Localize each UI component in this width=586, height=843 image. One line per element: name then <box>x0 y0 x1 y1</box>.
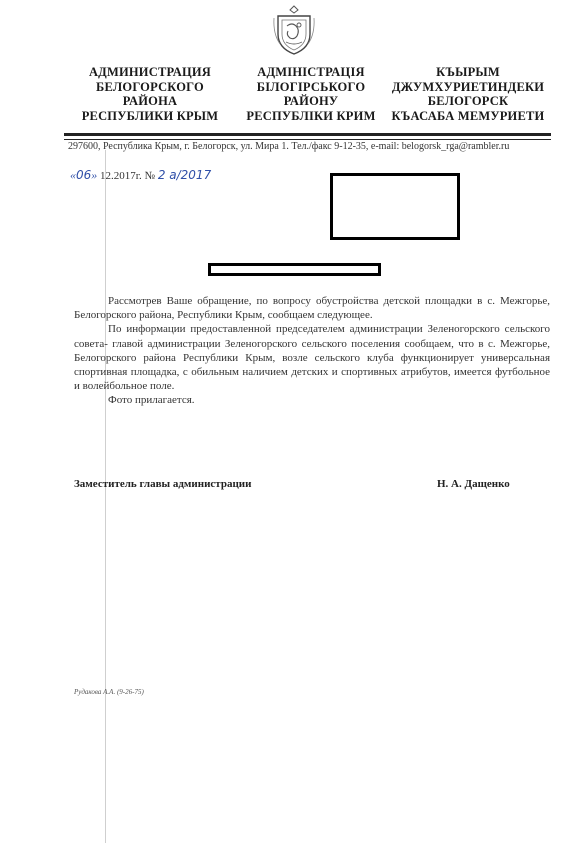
header-ukrainian <box>236 65 386 123</box>
header-ua-line: БІЛОГІРСЬКОГО <box>256 79 366 94</box>
signatory-name: Н. А. Дащенко <box>437 478 510 490</box>
header-ru-line: АДМИНИСТРАЦИЯ <box>88 65 212 79</box>
executor-footer: Рудакова А.А. (9-26-75) <box>74 688 144 696</box>
header-ru-line: РАЙОНА <box>122 94 178 108</box>
header-divider-thin <box>64 139 551 140</box>
letter-body <box>74 294 550 408</box>
header-crh-line: КЪАСАБА МЕМУРИЕТИ <box>391 108 545 123</box>
body-paragraph: Фото прилагается. <box>108 394 195 407</box>
redacted-recipient-block <box>330 173 460 240</box>
header-ua-line: РЕСПУБЛІКИ КРИМ <box>246 108 376 123</box>
date-close-quote: » <box>91 168 98 182</box>
header-crh-line: БЕЛОГОРСК <box>427 94 509 108</box>
header-crh-line: КЪЫРЫМ <box>436 65 500 79</box>
body-paragraph: По информации предоставленной председателем администрации Зеленогорского сельского совета- главой администрации Зеленогорского сельского поселения сообщаем, что в с. Межгорье, Белогорского района Республики Крым, возле сельского клуба функционирует универсальная спортивная площадка, с обильным наличием детских и спортивных атрибутов, имеется футбольное и волейбольное поле. <box>74 323 550 393</box>
address-line: 297600, Республика Крым, г. Белогорск, ул. Мира 1. Тел./факс 9-12-35, e-mail: belogorsk_rga@rambler.ru <box>68 141 510 152</box>
redacted-salutation <box>208 263 381 276</box>
date-month: 12 <box>100 170 112 182</box>
header-divider-thick <box>64 133 551 136</box>
header-ru-line: РЕСПУБЛИКИ КРЫМ <box>81 108 219 123</box>
document-number: 2 а/2017 <box>157 168 212 182</box>
date-day: 06 <box>76 168 92 182</box>
header-ua-line: РАЙОНУ <box>283 94 339 108</box>
scan-fold-line <box>105 150 106 843</box>
coat-of-arms-icon <box>272 4 316 56</box>
date-number-line <box>70 168 211 183</box>
header-ru-line: БЕЛОГОРСКОГО <box>96 79 204 94</box>
date-year-text: .2017г. № <box>111 170 156 182</box>
header-crh-line: ДЖУМХУРИЕТИНДЕКИ <box>391 79 545 94</box>
body-paragraph: Рассмотрев Ваше обращение, по вопросу обустройства детской площадки в с. Межгорье, Белогорского района, Республики Крым, сообщаем следующее. <box>74 295 550 322</box>
header-crimean-tatar <box>388 65 548 123</box>
signatory-position: Заместитель главы администрации <box>74 478 252 490</box>
header-ua-line: АДМІНІСТРАЦІЯ <box>257 65 365 79</box>
date-open-quote: « <box>70 168 76 182</box>
header-russian <box>70 65 230 123</box>
